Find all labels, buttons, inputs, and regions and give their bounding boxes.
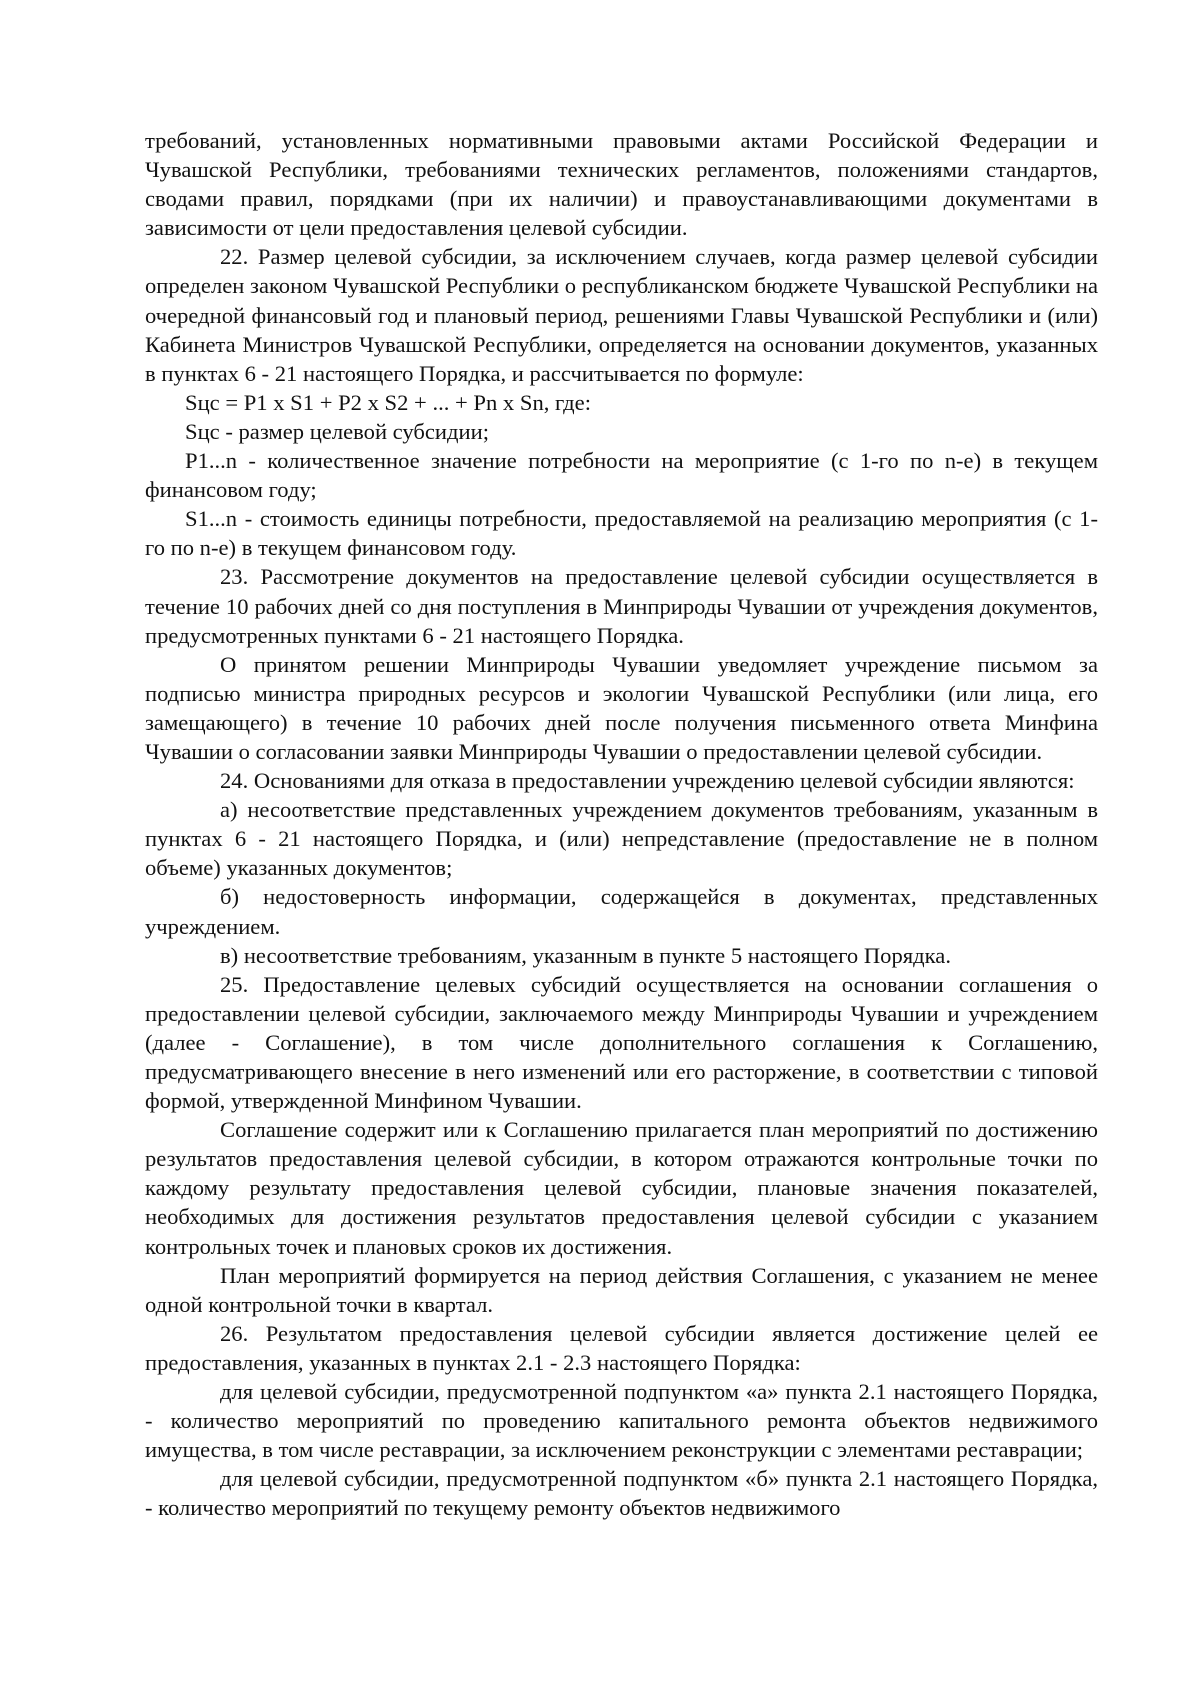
paragraph-26-b: для целевой субсидии, предусмотренной подпунктом «б» пункта 2.1 настоящего Порядка, - количество мероприятий по текущему ремонту объектов недвижимого [145, 1466, 1098, 1521]
paragraph-24: 24. Основаниями для отказа в предоставлении учреждению целевой субсидии являются: [220, 768, 1075, 794]
paragraph-25: 25. Предоставление целевых субсидий осуществляется на основании соглашения о предоставлении целевой субсидии, заключаемого между Минприроды Чувашии и учреждением (далее - Соглашение), в том числе дополнительного соглашения к Соглашению, предусматривающего внесение в него изменений или его расторжение, в соответствии с типовой формой, утвержденной Минфином Чувашии. [145, 971, 1098, 1114]
formula-term-scs: Sцс - размер целевой субсидии; [185, 418, 489, 444]
paragraph-23: 23. Рассмотрение документов на предоставление целевой субсидии осуществляется в течение 10 рабочих дней со дня поступления в Минприроды Чувашии от учреждения документов, предусмотренных пунктами 6 - 21 настоящего Порядка. [145, 564, 1098, 648]
formula-term-p: P1...n - количественное значение потребности на мероприятие (с 1-го по n-е) в текущем финансовом году; [145, 448, 1098, 503]
paragraph-26: 26. Результатом предоставления целевой субсидии является достижение целей ее предоставления, указанных в пунктах 2.1 - 2.3 настоящего Порядка: [145, 1320, 1098, 1375]
paragraph-24-b: б) недостоверность информации, содержащейся в документах, представленных учреждением. [145, 884, 1098, 939]
paragraph-continuation: требований, установленных нормативными правовыми актами Российской Федерации и Чувашской Республики, требованиями технических регламентов, положениями стандартов, сводами правил, порядками (при их наличии) и правоустанавливающими документами в зависимости от цели предоставления целевой субсидии. [145, 128, 1098, 241]
paragraph-23-notice: О принятом решении Минприроды Чувашии уведомляет учреждение письмом за подписью министра природных ресурсов и экологии Чувашской Республики (или лица, его замещающего) в течение 10 рабочих дней после получения письменного ответа Минфина Чувашии о согласовании заявки Минприроды Чувашии о предоставлении целевой субсидии. [145, 651, 1098, 764]
paragraph-26-a: для целевой субсидии, предусмотренной подпунктом «а» пункта 2.1 настоящего Порядка, - количество мероприятий по проведению капитального ремонта объектов недвижимого имущества, в том числе реставрации, за исключением реконструкции с элементами реставрации; [145, 1379, 1098, 1463]
formula-line: Sцс = P1 x S1 + P2 x S2 + ... + Pn x Sn, где: [185, 389, 591, 415]
formula-term-s: S1...n - стоимость единицы потребности, предоставляемой на реализацию мероприятия (с 1-го по n-е) в текущем финансовом году. [145, 506, 1098, 561]
paragraph-24-v: в) несоответствие требованиям, указанным в пункте 5 настоящего Порядка. [220, 942, 951, 968]
paragraph-22: 22. Размер целевой субсидии, за исключением случаев, когда размер целевой субсидии определен законом Чувашской Республики о республиканском бюджете Чувашской Республики на очередной финансовый год и плановый период, решениями Главы Чувашской Республики и (или) Кабинета Министров Чувашской Республики, определяется на основании документов, указанных в пунктах 6 - 21 настоящего Порядка, и рассчитывается по формуле: [145, 244, 1098, 386]
paragraph-25-plan: Соглашение содержит или к Соглашению прилагается план мероприятий по достижению результатов предоставления целевой субсидии, в котором отражаются контрольные точки по каждому результату предоставления целевой субсидии, плановые значения показателей, необходимых для достижения результатов предоставления целевой субсидии с указанием контрольных точек и плановых сроков их достижения. [145, 1117, 1098, 1259]
paragraph-24-a: а) несоответствие представленных учреждением документов требованиям, указанным в пунктах 6 - 21 настоящего Порядка, и (или) непредставление (предоставление не в полном объеме) указанных документов; [145, 797, 1098, 881]
paragraph-25-period: План мероприятий формируется на период действия Соглашения, с указанием не менее одной контрольной точки в квартал. [145, 1262, 1098, 1317]
